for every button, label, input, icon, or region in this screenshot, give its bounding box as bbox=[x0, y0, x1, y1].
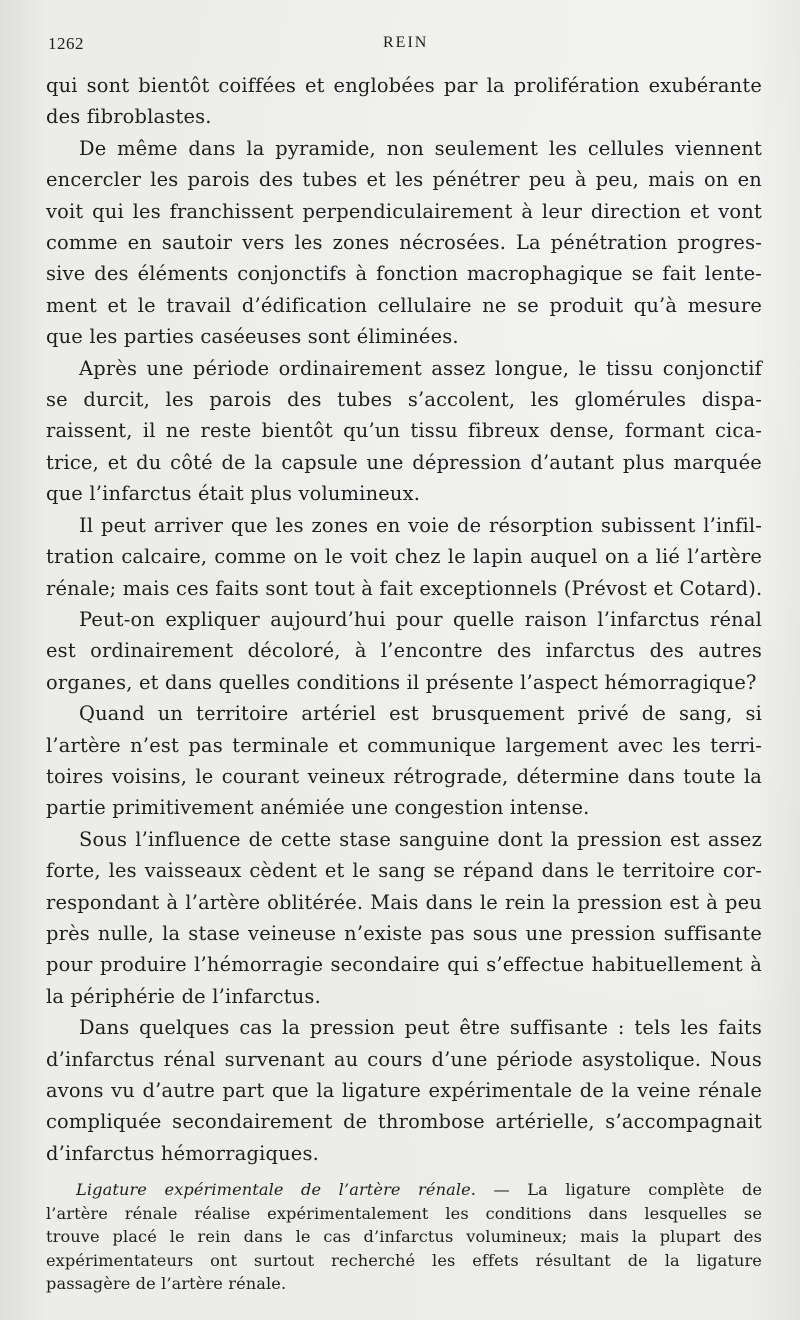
text-line: Après une période ordinairement assez longue, le tissu conjonctif bbox=[79, 356, 762, 380]
text-line: la périphérie de l’infarctus. bbox=[46, 984, 321, 1008]
text-line: respondant à l’artère oblitérée. Mais dans le rein la pression est à peu bbox=[46, 890, 762, 914]
page-number: 1262 bbox=[48, 34, 84, 53]
text-line: Dans quelques cas la pression peut être suffisante : tels les faits bbox=[79, 1016, 762, 1040]
text-line: partie primitivement anémiée une congestion intense. bbox=[46, 796, 590, 820]
paragraph bbox=[46, 510, 762, 604]
text-line: que les parties caséeuses sont éliminées. bbox=[46, 325, 459, 349]
body-text bbox=[46, 70, 762, 1169]
text-line: sive des éléments conjonctifs à fonction macrophagique se fait lente- bbox=[46, 262, 762, 286]
text-line: toires voisins, le courant veineux rétrograde, détermine dans toute la bbox=[46, 764, 762, 788]
running-head bbox=[48, 34, 760, 56]
text-line: tration calcaire, comme on le voit chez le lapin auquel on a lié l’artère bbox=[46, 545, 762, 569]
text-line: d’infarctus hémorragiques. bbox=[46, 1141, 319, 1165]
footnote-line: trouve placé le rein dans le cas d’infarctus volumineux; mais la plupart des bbox=[46, 1227, 762, 1246]
footnote-heading: Ligature expérimentale de l’artère rénale. bbox=[76, 1180, 477, 1199]
text-line: l’artère n’est pas terminale et communique largement avec les terri- bbox=[46, 733, 762, 757]
text-line: organes, et dans quelles conditions il présente l’aspect hémorragique? bbox=[46, 670, 757, 694]
text-line: se durcit, les parois des tubes s’accolent, les glomérules dispa- bbox=[46, 388, 762, 412]
paragraph bbox=[46, 133, 762, 353]
paragraph bbox=[46, 824, 762, 1012]
footnote-line: l’artère rénale réalise expérimentalement les conditions dans lesquelles se bbox=[46, 1203, 762, 1223]
text-line: que l’infarctus était plus volumineux. bbox=[46, 482, 421, 506]
text-line: pour produire l’hémorragie secondaire qui s’effectue habituellement à bbox=[46, 953, 762, 977]
text-line: De même dans la pyramide, non seulement les cellules viennent bbox=[79, 136, 762, 160]
text-line: forte, les vaisseaux cèdent et le sang se répand dans le territoire cor- bbox=[46, 859, 762, 883]
text-line: Quand un territoire artériel est brusquement privé de sang, si bbox=[79, 702, 762, 726]
text-line: trice, et du côté de la capsule une dépression d’autant plus marquée bbox=[46, 450, 762, 474]
footnote bbox=[46, 1178, 762, 1296]
text-line: près nulle, la stase veineuse n’existe pas sous une pression suffisante bbox=[46, 921, 762, 945]
footnote-line bbox=[46, 1178, 762, 1202]
running-title: REIN bbox=[383, 34, 429, 51]
text-line: Sous l’influence de cette stase sanguine dont la pression est assez bbox=[79, 827, 762, 851]
text-line: voit qui les franchissent perpendiculairement à leur direction et vont bbox=[46, 199, 762, 223]
text-line: qui sont bientôt coiffées et englobées par la prolifération exubérante bbox=[46, 74, 762, 97]
paragraph bbox=[46, 698, 762, 824]
paragraph bbox=[46, 1012, 762, 1169]
text-line: d’infarctus rénal survenant au cours d’une période asystolique. Nous bbox=[46, 1047, 762, 1071]
text-line: comme en sautoir vers les zones nécrosées. La pénétration progres- bbox=[46, 231, 762, 255]
text-line: Il peut arriver que les zones en voie de résorption subissent l’infil- bbox=[79, 513, 762, 537]
text-line: encercler les parois des tubes et les pénétrer peu à peu, mais on en bbox=[46, 168, 762, 192]
text-line: des fibroblastes. bbox=[46, 105, 212, 129]
footnote-line: expérimentateurs ont surtout recherché les effets résultant de la ligature bbox=[46, 1250, 762, 1270]
text-line: est ordinairement décoloré, à l’encontre des infarctus des autres bbox=[46, 639, 762, 663]
text-line: avons vu d’autre part que la ligature expérimentale de la veine rénale bbox=[46, 1079, 762, 1102]
footnote-line: passagère de l’artère rénale. bbox=[46, 1274, 287, 1293]
text-line: compliquée secondairement de thrombose artérielle, s’accompagnait bbox=[46, 1110, 762, 1134]
text-line: rénale; mais ces faits sont tout à fait exceptionnels (Prévost et Cotard). bbox=[46, 576, 763, 600]
paragraph bbox=[46, 353, 762, 510]
text-line: ment et le travail d’édification cellulaire ne se produit qu’à mesure bbox=[46, 293, 762, 317]
text-line: Peut-on expliquer aujourd’hui pour quelle raison l’infarctus rénal bbox=[79, 607, 762, 631]
paragraph bbox=[46, 604, 762, 698]
text-line: raissent, il ne reste bientôt qu’un tissu fibreux dense, formant cica- bbox=[46, 419, 762, 443]
paragraph bbox=[46, 70, 762, 133]
footnote-first-line-rest: — La ligature complète de bbox=[476, 1180, 762, 1199]
